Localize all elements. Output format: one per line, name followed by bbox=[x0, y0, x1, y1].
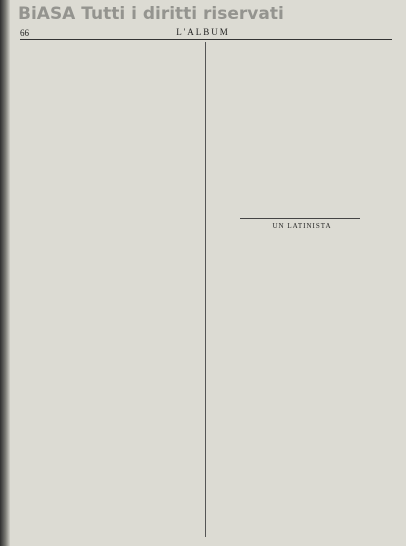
right-column-upper-text bbox=[212, 42, 392, 537]
section-title: UN LATINISTA bbox=[272, 222, 332, 230]
running-head: L'ALBUM bbox=[176, 27, 230, 37]
page-number: 66 bbox=[20, 28, 29, 38]
left-column-text bbox=[20, 42, 200, 537]
header-rule bbox=[20, 39, 392, 40]
column-divider bbox=[205, 42, 206, 537]
binding-shadow bbox=[0, 0, 10, 546]
section-divider bbox=[240, 218, 360, 219]
watermark: BiASA Tutti i diritti riservati bbox=[18, 4, 284, 24]
